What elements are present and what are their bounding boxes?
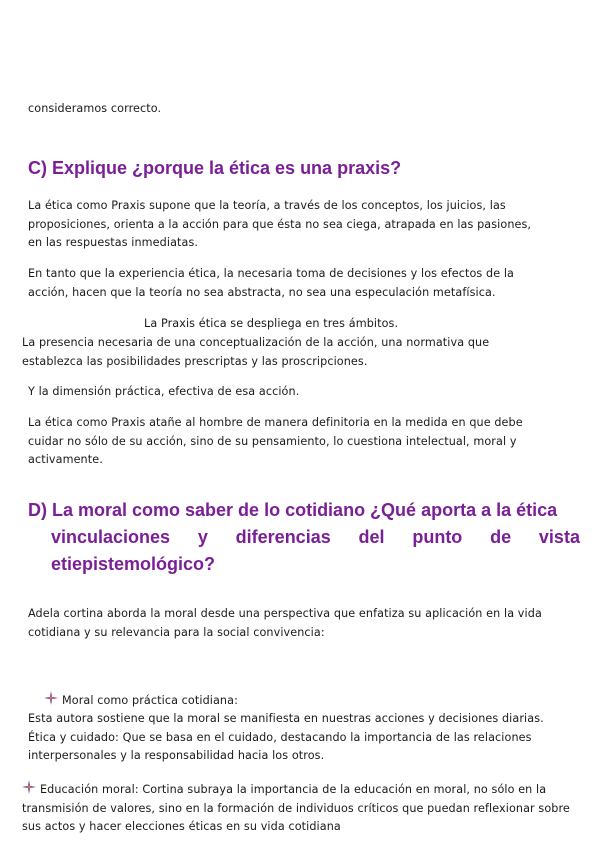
bullet-moral-cotidiana [44,689,238,711]
paragraph-praxis-hombre: La ética como Praxis atañe al hombre de manera definitoria en la medida en que debe cuidar no sólo de su acción, sino de su pensamiento, lo cuestiona intelectual, moral y activamente. [28,416,523,466]
paragraph-cortina-intro: Adela cortina aborda la moral desde una perspectiva que enfatiza su aplicación en la vida cotidiana y su relevancia para la social convivencia: [28,607,542,639]
bullet-moral-cotidiana-text: Esta autora sostiene que la moral se manifiesta en nuestras acciones y decisiones diarias. Ética y cuidado: Que se basa en el cuidado, destacando la importancia de las relaciones interpersonales y la responsabilidad hacia los otros. [28,712,544,762]
bullet-moral-cotidiana-label: Moral como práctica cotidiana: [62,694,238,707]
heading-d-word: de [490,527,512,547]
heading-d-line3: etiepistemológico? [51,554,216,574]
paragraph-top: consideramos correcto. [28,102,162,115]
heading-d [28,500,580,575]
heading-d-line2 [28,527,580,548]
heading-d-word: punto [412,527,463,547]
paragraph-praxis-1: La ética como Praxis supone que la teoría, a través de los conceptos, los juicios, las proposiciones, orienta a la acción para que ésta no sea ciega, atrapada en las pasiones, en las respuestas inmediatas. [28,199,532,249]
heading-d-word: diferencias [235,527,331,547]
heading-c: C) Explique ¿porque la ética es una praxis? [28,158,402,178]
heading-d-word: vinculaciones [51,527,171,547]
bullet-educacion-moral [22,780,580,837]
heading-d-word: vista [538,527,580,547]
heading-d-word: del [358,527,385,547]
paragraph-praxis-ambitos-body: La presencia necesaria de una conceptualización de la acción, una normativa que establezca las posibilidades prescriptas y las proscripciones. [22,336,490,368]
bullet-educacion-moral-text: Educación moral: Cortina subraya la importancia de la educación en moral, no sólo en la transmisión de valores, sino en la formación de individuos críticos que puedan reflexionar sobre sus actos y hacer elecciones éticas en su vida cotidiana [22,783,570,833]
heading-d-word: y [197,527,208,547]
heading-d-line1: D) La moral como saber de lo cotidiano ¿Qué aporta a la ética [28,500,558,520]
paragraph-praxis-ambitos-title: La Praxis ética se despliega en tres ámbitos. [144,317,399,330]
four-point-star-bullet-icon [44,691,58,705]
four-point-star-bullet-icon [22,780,36,794]
paragraph-praxis-2: En tanto que la experiencia ética, la necesaria toma de decisiones y los efectos de la acción, hacen que la teoría no sea abstracta, no sea una especulación metafísica. [28,267,515,299]
paragraph-praxis-dimension: Y la dimensión práctica, efectiva de esa acción. [28,385,300,398]
